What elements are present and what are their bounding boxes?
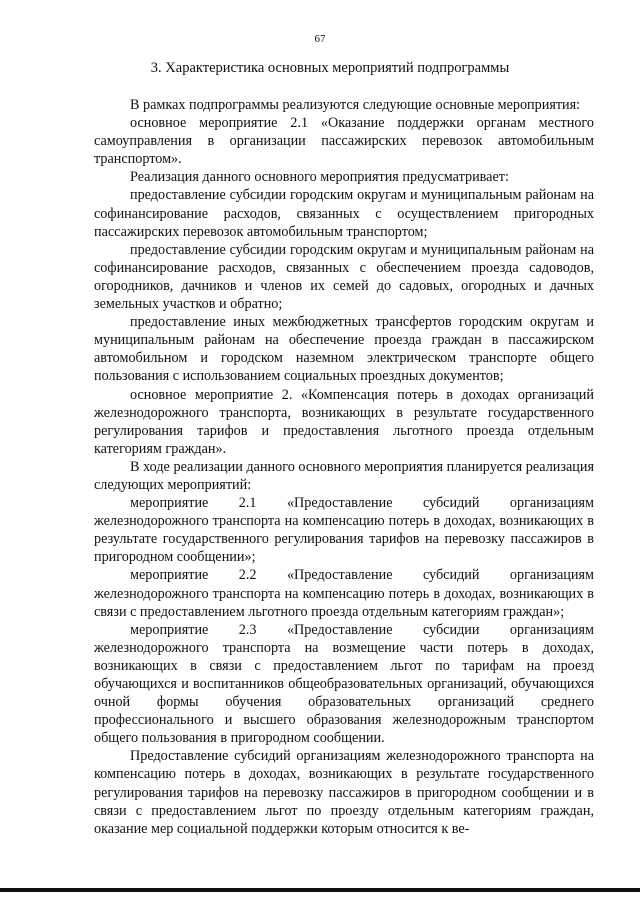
paragraph: предоставление субсидии городским округам и муниципальным районам на софинансирование расходов, связанных с обеспечением проезда садоводов, огородников, дачников и членов их семей до садовых, огородных и дачных земельных участков и обратно; (94, 241, 594, 313)
paragraph: предоставление субсидии городским округам и муниципальным районам на софинансирование расходов, связанных с осуществлением пригородных пассажирских перевозок автомобильным транспортом; (94, 187, 594, 240)
paragraph: В ходе реализации данного основного мероприятия планируется реализация следующих мероприятий: (94, 458, 594, 493)
bottom-rule (0, 888, 640, 892)
paragraph: основное мероприятие 2. «Компенсация потерь в доходах организаций железнодорожного транспорта, возникающих в результате государственного регулирования тарифов и предоставления льготного проезда отдельным категориям граждан». (94, 386, 594, 457)
paragraph: мероприятие 2.2 «Предоставление субсидий организациям железнодорожного транспорта на компенсацию потерь в доходах, возникающих в связи с предоставлением льготного проезда отдельным категориям граждан»; (94, 567, 594, 620)
page-number: 67 (314, 33, 326, 45)
paragraph: В рамках подпрограммы реализуются следующие основные мероприятия: (130, 97, 581, 113)
paragraph: предоставление иных межбюджетных трансфертов городским округам и муниципальным районам на обеспечение проезда граждан в пассажирском автомобильном и городском наземном электрическом транспорте общего пользования с использованием социальных проездных документов; (94, 314, 594, 385)
paragraph: Предоставление субсидий организациям железнодорожного транспорта на компенсацию потерь в доходах, возникающих в результате государственного регулирования тарифов на перевозку пассажиров в пригородном сообщении и в связи с предоставлением льгот по проезду отдельным категориям граждан, оказание мер социальной поддержки которым относится к ве- (94, 748, 594, 837)
body-text (94, 96, 594, 838)
paragraph: мероприятие 2.1 «Предоставление субсидий организациям железнодорожного транспорта на компенсацию потерь в доходах, возникающих в результате государственного регулирования тарифов на перевозку пассажиров в пригородном сообщении»; (94, 495, 594, 566)
paragraph: основное мероприятие 2.1 «Оказание поддержки органам местного самоуправления в организации пассажирских перевозок автомобильным транспортом». (94, 115, 594, 168)
paragraph: мероприятие 2.3 «Предоставление субсидии организациям железнодорожного транспорта на возмещение части потерь в доходах, возникающих в связи с предоставлением льгот по тарифам на проезд обучающихся и воспитанников общеобразовательных организаций, обучающихся очной формы обучения образовательных организаций среднего профессионального и высшего образования железнодорожным транспортом общего пользования в пригородном сообщении. (94, 621, 594, 747)
paragraph: Реализация данного основного мероприятия предусматривает: (130, 169, 509, 186)
section-title: 3. Характеристика основных мероприятий подпрограммы (150, 60, 510, 76)
